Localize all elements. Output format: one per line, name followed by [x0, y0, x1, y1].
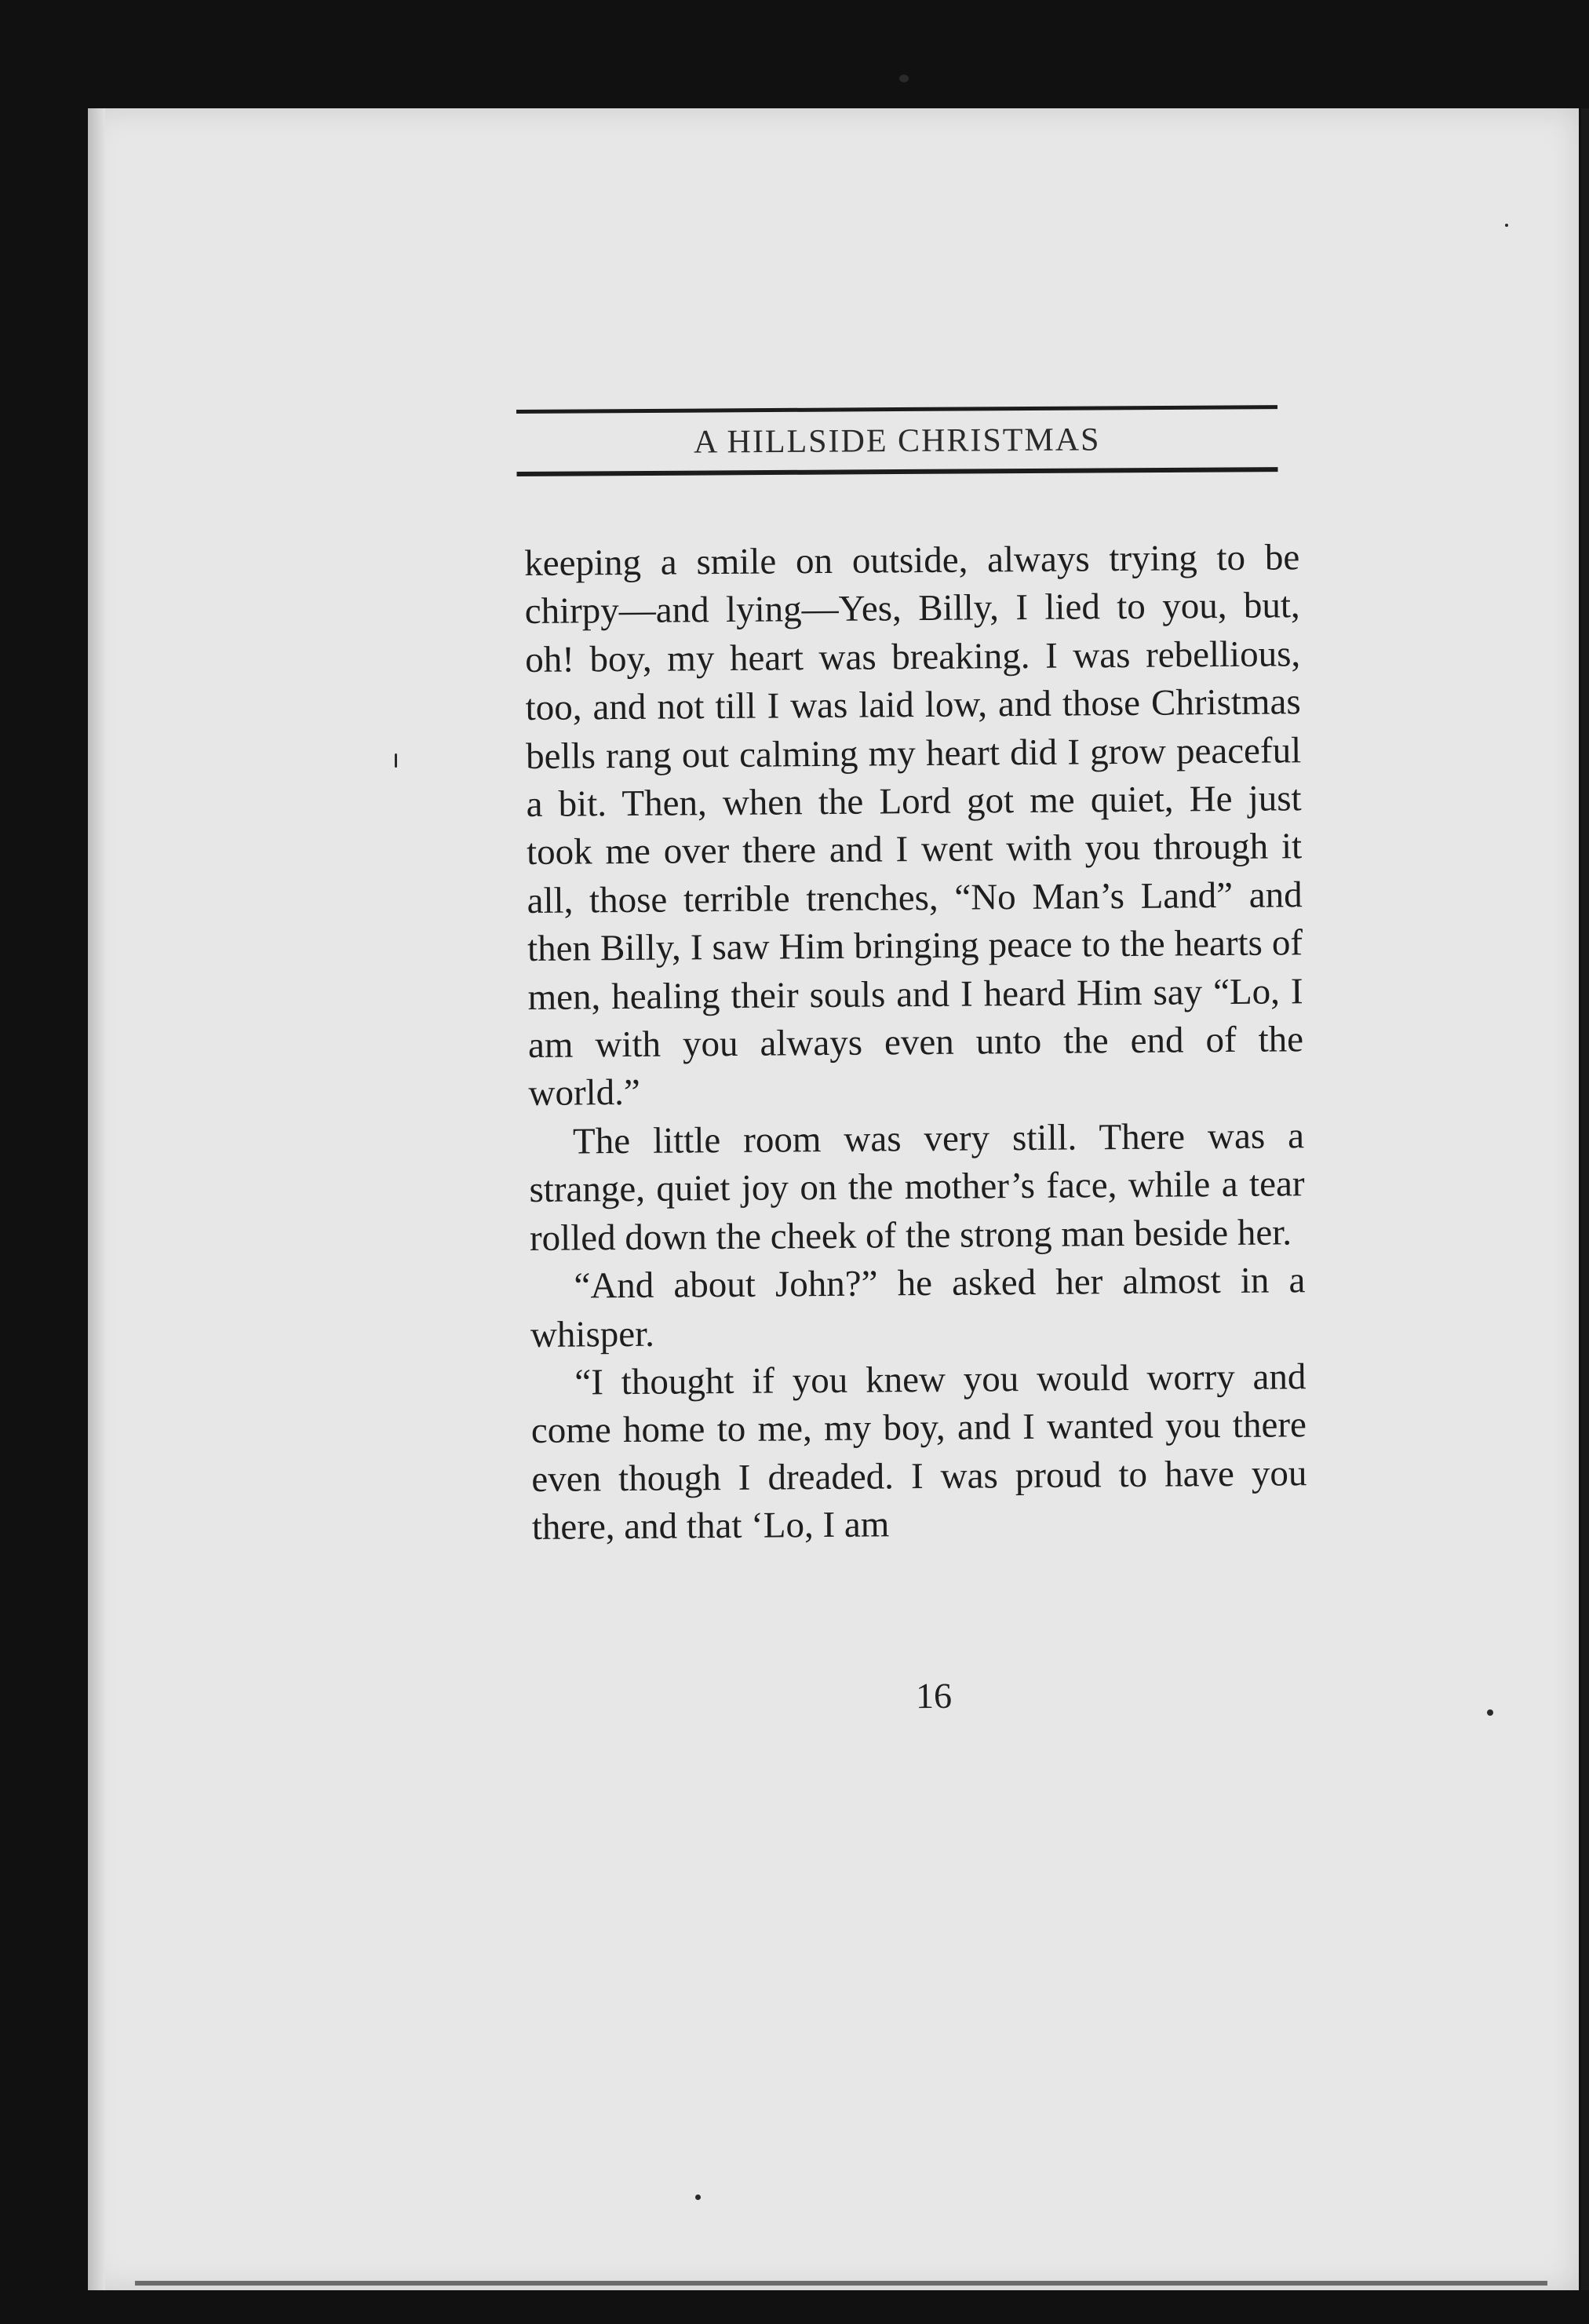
page-header	[516, 405, 1278, 476]
paragraph: The little room was very still. There was a strange, quiet joy on the mother’s face, while a tear rolled down the cheek of the strong man beside her.	[529, 1115, 1305, 1259]
scan-speck	[695, 2194, 701, 2200]
paragraph: keeping a smile on outside, always trying to be chirpy—and lying—Yes, Billy, I lied to you, but, oh! boy, my heart was breaking. I was rebellious, too, and not till I was laid low, and those Christmas bells rang out calming my heart did I grow peaceful a bit. Then, when the Lord got me quiet, He just took me over there and I went with you through it all, those terrible trenches, “No Man’s Land” and then Billy, I saw Him bringing peace to the hearts of men, healing their souls and I heard Him say “Lo, I am with you always even unto the end of the world.”	[524, 537, 1304, 1115]
page-number: 16	[915, 1675, 953, 1717]
page-bottom-edge	[135, 2281, 1547, 2286]
scan-speck	[395, 753, 397, 768]
page-edge	[88, 108, 105, 2290]
paragraph: “I thought if you knew you would worry and come home to me, my boy, and I wanted you there even though I dreaded. I was proud to have you there, and that ‘Lo, I am	[530, 1356, 1307, 1549]
running-head: A HILLSIDE CHRISTMAS	[693, 421, 1101, 461]
scan-speck	[1487, 1709, 1493, 1716]
body-text	[524, 534, 1307, 1552]
paragraph: “And about John?” he asked her almost in a whisper.	[530, 1260, 1306, 1355]
scan-speck	[899, 75, 909, 82]
binding-gutter	[1581, 108, 1589, 2290]
scan-speck	[1505, 224, 1508, 227]
